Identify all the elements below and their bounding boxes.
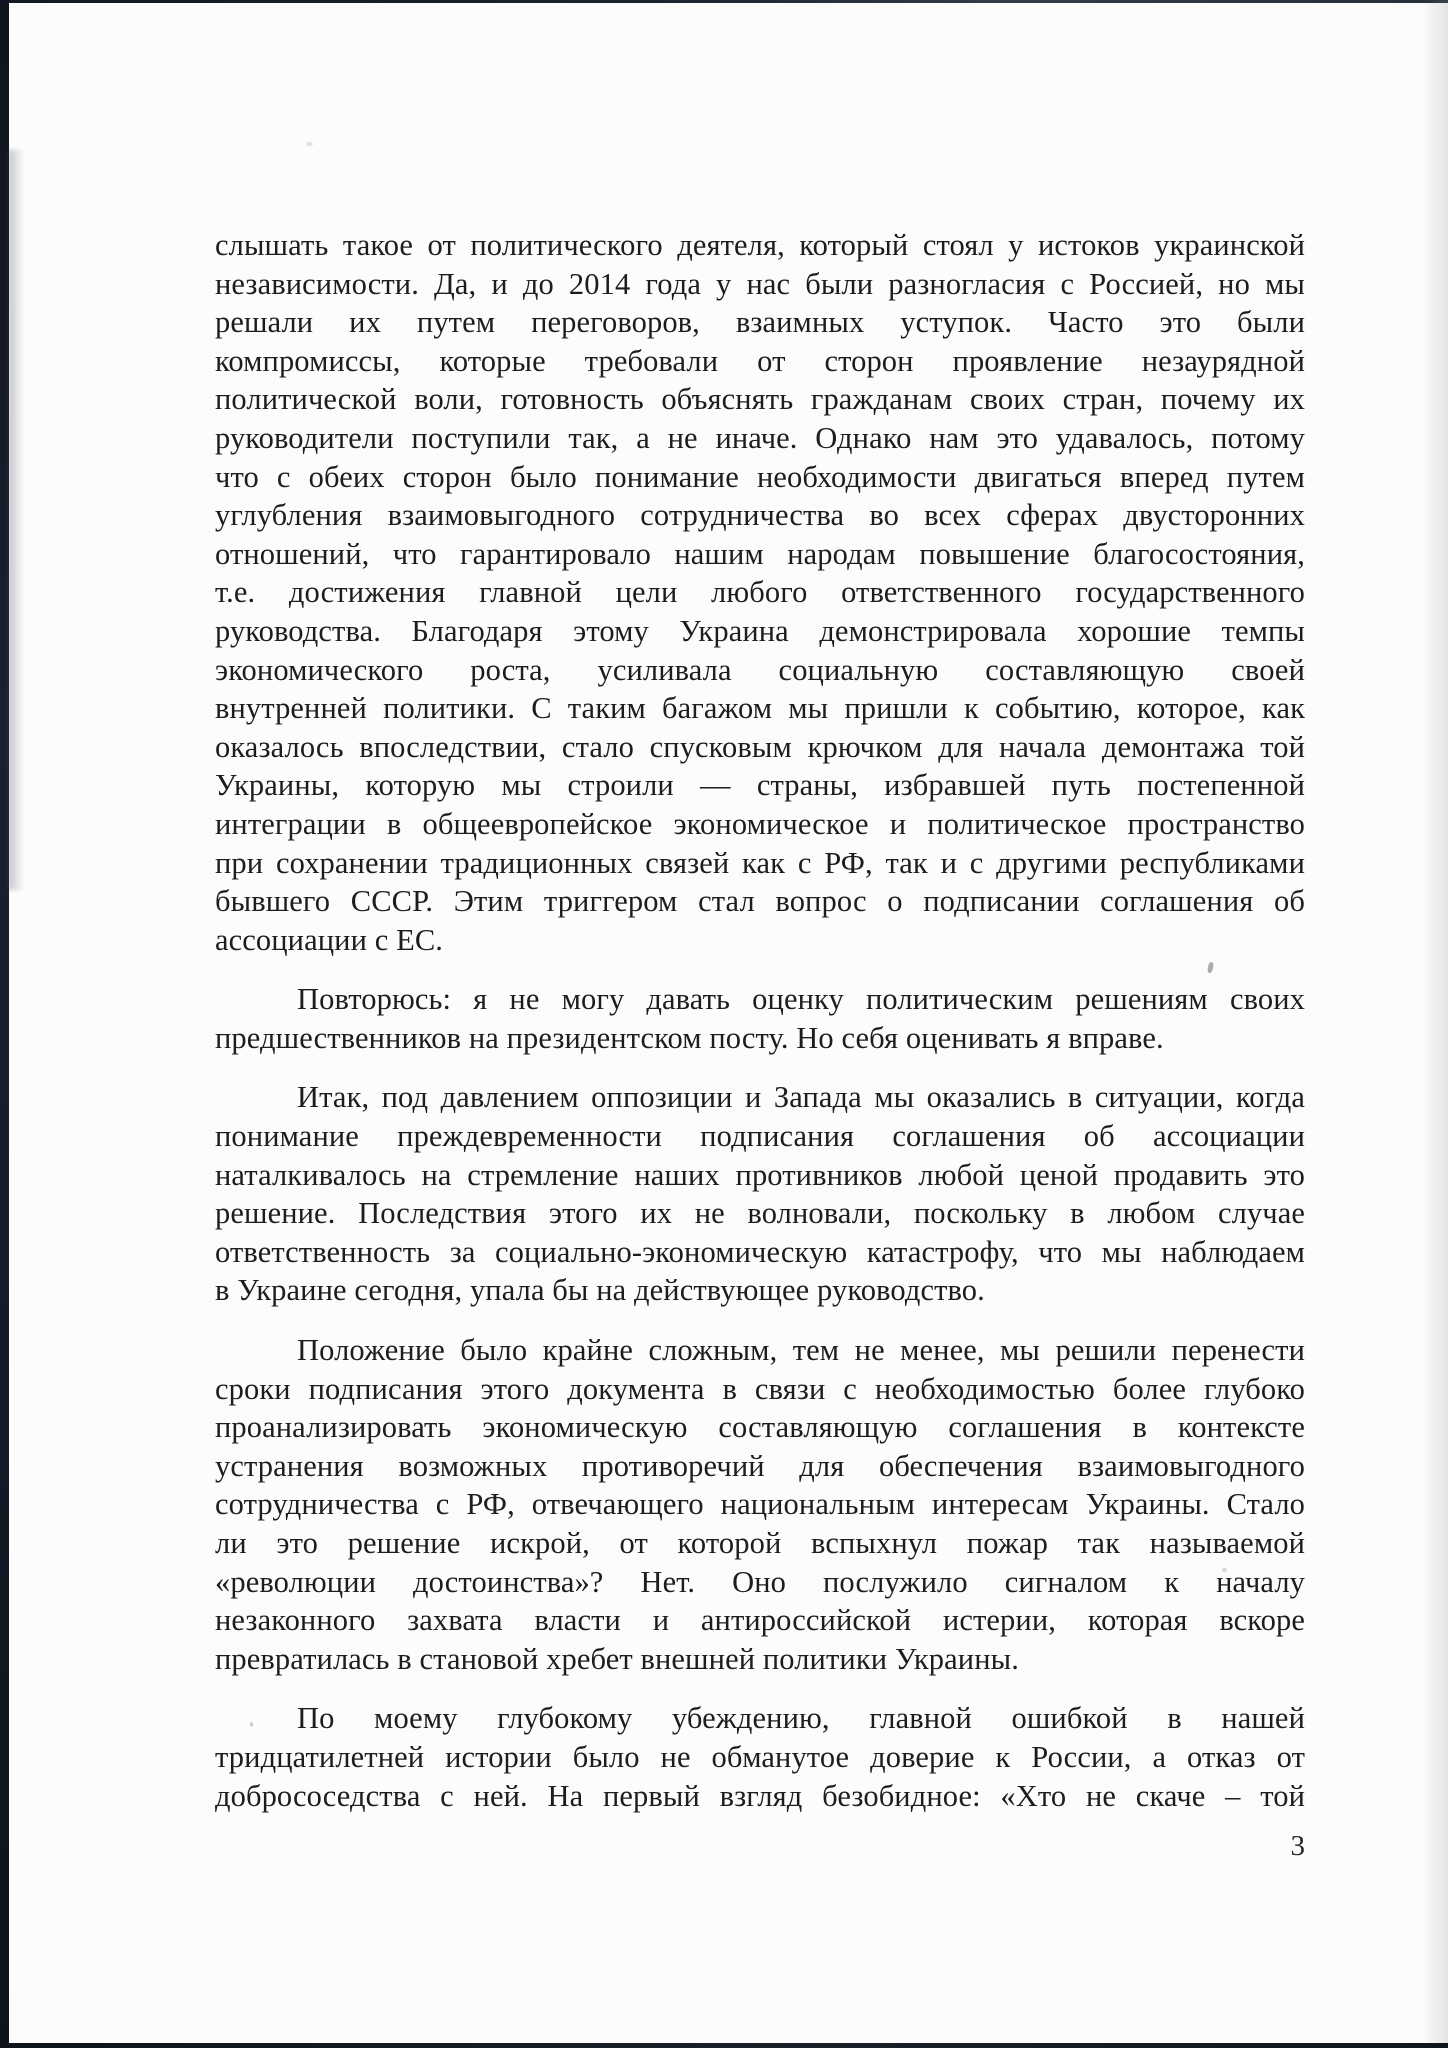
text-line: Итак, под давлением оппозиции и Запада мы оказались в ситуации, когда — [297, 1080, 1305, 1115]
text-line: «революции достоинства»? Нет. Оно послужило сигналом к началу — [215, 1564, 1305, 1599]
text-line: ответственность за социально-экономическую катастрофу, что мы наблюдаем — [215, 1234, 1305, 1269]
paragraph — [215, 980, 1305, 1057]
text-line: Украины, которую мы строили — страны, избравшей путь постепенной — [215, 768, 1305, 803]
text-line: проанализировать экономическую составляющую соглашения в контексте — [215, 1410, 1305, 1445]
text-line: тридцатилетней истории было не обманутое доверие к России, а отказ от — [215, 1739, 1305, 1774]
scan-speck — [306, 142, 313, 146]
text-line: внутренней политики. С таким багажом мы пришли к событию, которое, как — [215, 691, 1305, 726]
paragraph — [215, 1331, 1305, 1678]
scan-artifact-right-edge — [1422, 0, 1448, 2048]
scan-artifact-left-smudge — [8, 150, 24, 890]
paragraph — [215, 1078, 1305, 1310]
text-line: незаконного захвата власти и антироссийской истерии, которая вскоре — [215, 1603, 1305, 1638]
text-line: добрососедства с ней. На первый взгляд безобидное: «Хто не скаче – той — [215, 1778, 1305, 1813]
text-line: оказалось впоследствии, стало спусковым крючком для начала демонтажа той — [215, 729, 1305, 764]
text-line: при сохранении традиционных связей как с РФ, так и с другими республиками — [215, 845, 1305, 880]
paragraph — [215, 1699, 1305, 1815]
text-line: т.е. достижения главной цели любого ответственного государственного — [215, 575, 1305, 610]
paragraph — [215, 226, 1305, 959]
scan-artifact-bottom-edge — [0, 2043, 1448, 2048]
text-line: наталкивалось на стремление наших противников любой ценой продавить это — [215, 1157, 1305, 1192]
scan-artifact-top-edge — [0, 0, 1448, 3]
text-line: руководства. Благодаря этому Украина демонстрировала хорошие темпы — [215, 613, 1305, 648]
text-line: ли это решение искрой, от которой вспыхнул пожар так называемой — [215, 1526, 1305, 1560]
text-line: решали их путем переговоров, взаимных уступок. Часто это были — [215, 305, 1305, 340]
text-line: в Украине сегодня, упала бы на действующее руководство. — [215, 1273, 985, 1308]
text-line: экономического роста, усиливала социальную составляющую своей — [215, 652, 1305, 687]
text-line: компромиссы, которые требовали от сторон проявление незаурядной — [215, 343, 1305, 378]
text-line: слышать такое от политического деятеля, который стоял у истоков украинской — [215, 228, 1305, 262]
text-line: ассоциации с ЕС. — [215, 922, 443, 957]
text-line: интеграции в общеевропейское экономическое и политическое пространство — [215, 806, 1305, 841]
text-line: что с обеих сторон было понимание необходимости двигаться вперед путем — [215, 459, 1305, 494]
text-line: руководители поступили так, а не иначе. Однако нам это удавалось, потому — [215, 420, 1305, 455]
text-line: политической воли, готовность объяснять гражданам своих стран, почему их — [215, 382, 1305, 417]
text-line: отношений, что гарантировало нашим народам повышение благосостояния, — [215, 536, 1305, 571]
text-line: углубления взаимовыгодного сотрудничества во всех сферах двусторонних — [215, 498, 1305, 533]
page-number: 3 — [1290, 1830, 1305, 1862]
text-line: решение. Последствия этого их не волновали, поскольку в любом случае — [215, 1196, 1305, 1231]
text-line: понимание преждевременности подписания соглашения об ассоциации — [215, 1119, 1305, 1154]
page-text — [215, 226, 1305, 1815]
text-line: Повторюсь: я не могу давать оценку политическим решениям своих — [297, 982, 1305, 1017]
text-line: бывшего СССР. Этим триггером стал вопрос о подписании соглашения об — [215, 884, 1305, 919]
text-line: устранения возможных противоречий для обеспечения взаимовыгодного — [215, 1448, 1305, 1483]
text-line: сотрудничества с РФ, отвечающего национальным интересам Украины. Стало — [215, 1487, 1305, 1522]
text-line: По моему глубокому убеждению, главной ошибкой в нашей — [297, 1701, 1305, 1736]
text-line: предшественников на президентском посту. Но себя оценивать я вправе. — [215, 1020, 1164, 1055]
text-line: превратилась в становой хребет внешней политики Украины. — [215, 1641, 1019, 1676]
text-line: независимости. Да, и до 2014 года у нас были разногласия с Россией, но мы — [215, 266, 1305, 301]
text-line: сроки подписания этого документа в связи с необходимостью более глубоко — [215, 1371, 1305, 1406]
text-line: Положение было крайне сложным, тем не менее, мы решили перенести — [297, 1333, 1305, 1368]
